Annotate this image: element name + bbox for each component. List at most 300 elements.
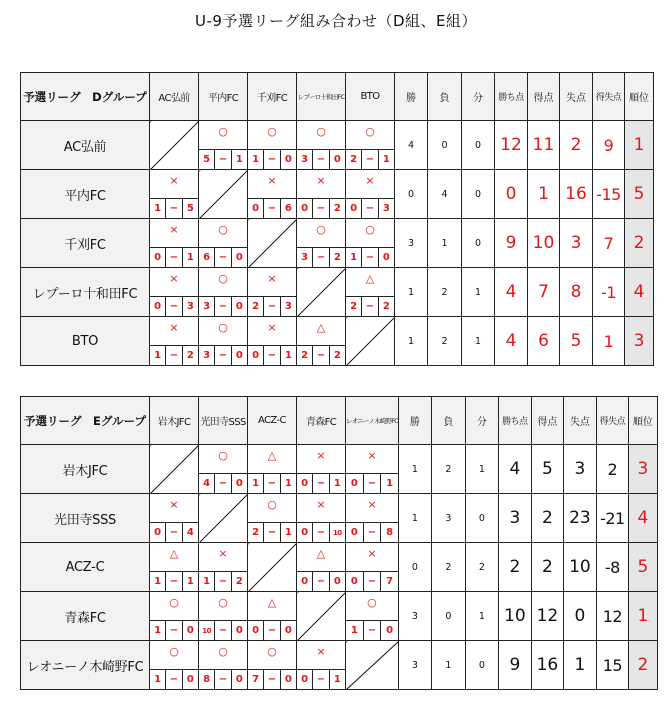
score-value: 0	[297, 473, 312, 493]
goals-for-value: 1	[528, 170, 560, 219]
score-value: 3	[199, 296, 214, 316]
goals-for-value: 2	[531, 494, 563, 543]
diagonal-cell	[199, 494, 248, 543]
score-box	[346, 620, 398, 640]
score-value: 0	[248, 345, 263, 365]
wins-value: 1	[395, 317, 428, 366]
score-value: 0	[150, 296, 165, 316]
score-value: 6	[280, 198, 296, 218]
stat-header-gd: 得失点	[596, 397, 628, 445]
score-value: 0	[346, 522, 363, 542]
goal-difference-value: 15	[596, 641, 628, 690]
match-cell	[199, 543, 248, 592]
score-value: 1	[378, 149, 394, 169]
stat-header-gf: 得点	[528, 73, 560, 121]
match-cell	[248, 592, 297, 641]
wins-value: 3	[398, 592, 431, 641]
score-box	[150, 669, 198, 689]
score-value: 8	[199, 669, 214, 689]
score-box	[297, 473, 345, 493]
score-value: 0	[329, 571, 345, 591]
result-mark: ×	[367, 449, 377, 462]
stat-header-draw: 分	[465, 397, 498, 445]
result-mark: ○	[218, 272, 228, 285]
draws-value: 0	[465, 641, 498, 690]
wins-value: 4	[395, 121, 428, 170]
score-value: 2	[346, 296, 361, 316]
score-box	[199, 149, 247, 169]
match-cell	[346, 445, 399, 494]
team-row	[21, 494, 658, 543]
result-mark: △	[316, 547, 326, 560]
wins-value: 3	[398, 641, 431, 690]
score-value: 0	[380, 620, 398, 640]
score-value: 0	[297, 669, 312, 689]
result-mark: ○	[365, 125, 375, 138]
score-value: 0	[297, 522, 312, 542]
score-dash: −	[165, 198, 181, 218]
score-box	[248, 620, 296, 640]
draws-value: 1	[462, 317, 495, 366]
goals-against-value: 10	[563, 543, 596, 592]
score-value: 10	[329, 522, 345, 542]
diagonal-cell	[297, 592, 346, 641]
stat-header-gf: 得点	[531, 397, 563, 445]
score-value: 0	[346, 473, 363, 493]
score-value: 2	[248, 296, 263, 316]
wins-value: 1	[398, 445, 431, 494]
score-dash: −	[165, 522, 181, 542]
stat-header-gd: 得失点	[593, 73, 625, 121]
team-row	[21, 170, 654, 219]
losses-value: 0	[428, 121, 462, 170]
score-box	[248, 669, 296, 689]
score-box	[199, 571, 247, 591]
team-row	[21, 641, 658, 690]
score-dash: −	[165, 345, 181, 365]
score-box	[199, 620, 247, 640]
team-row	[21, 219, 654, 268]
score-value: 6	[199, 247, 214, 267]
match-cell	[248, 170, 297, 219]
diagonal-cell	[199, 170, 248, 219]
match-cell	[199, 219, 248, 268]
score-value: 3	[280, 296, 296, 316]
stat-header-win: 勝	[398, 397, 431, 445]
goal-difference-value: 2	[596, 445, 628, 494]
score-box	[346, 571, 398, 591]
score-value: 4	[182, 522, 198, 542]
score-box	[297, 198, 345, 218]
result-mark: ○	[367, 596, 377, 609]
score-value: 1	[280, 345, 296, 365]
rank-value: 2	[625, 219, 654, 268]
result-mark: ×	[316, 449, 326, 462]
rank-value: 4	[628, 494, 657, 543]
score-box	[199, 345, 247, 365]
result-mark: △	[365, 272, 375, 285]
stat-header-ga: 失点	[563, 397, 596, 445]
score-dash: −	[312, 198, 328, 218]
score-value: 1	[150, 620, 165, 640]
result-mark: ○	[218, 596, 228, 609]
match-cell	[346, 543, 399, 592]
result-mark: ×	[367, 547, 377, 560]
draws-value: 1	[462, 268, 495, 317]
group-e-table	[20, 396, 658, 690]
score-dash: −	[312, 473, 328, 493]
score-dash: −	[165, 620, 181, 640]
score-value: 3	[199, 345, 214, 365]
points-value: 4	[495, 317, 528, 366]
losses-value: 2	[428, 317, 462, 366]
score-value: 0	[346, 198, 361, 218]
stat-header-ga: 失点	[560, 73, 593, 121]
score-value: 0	[329, 149, 345, 169]
score-value: 10	[199, 620, 214, 640]
score-value: 3	[297, 247, 312, 267]
goal-difference-value: 7	[593, 219, 625, 268]
match-cell	[297, 543, 346, 592]
result-mark: ○	[218, 449, 228, 462]
match-cell	[199, 268, 248, 317]
score-box	[150, 571, 198, 591]
goals-for-value: 16	[531, 641, 563, 690]
losses-value: 2	[431, 445, 465, 494]
goal-difference-value: 9	[593, 121, 625, 170]
points-value: 12	[495, 121, 528, 170]
goals-against-value: 16	[560, 170, 593, 219]
result-mark: ×	[367, 498, 377, 511]
match-cell	[297, 641, 346, 690]
result-mark: ×	[169, 174, 179, 187]
result-mark: ×	[267, 174, 277, 187]
goals-for-value: 12	[531, 592, 563, 641]
score-value: 1	[150, 571, 165, 591]
score-value: 0	[182, 620, 198, 640]
team-row	[21, 121, 654, 170]
score-dash: −	[165, 669, 181, 689]
diagonal-cell	[248, 219, 297, 268]
score-box	[199, 247, 247, 267]
result-mark: ○	[218, 125, 228, 138]
team-name: 平内FC	[21, 170, 150, 219]
result-mark: ○	[316, 223, 326, 236]
match-cell	[150, 219, 199, 268]
score-box	[346, 473, 398, 493]
wins-value: 3	[395, 219, 428, 268]
match-cell	[248, 317, 297, 366]
result-mark: ○	[218, 321, 228, 334]
opponent-header: ACZ-C	[248, 397, 297, 445]
match-cell	[346, 219, 395, 268]
draws-value: 0	[465, 494, 498, 543]
goals-for-value: 7	[528, 268, 560, 317]
score-value: 3	[297, 149, 312, 169]
score-dash: −	[361, 149, 377, 169]
match-cell	[150, 170, 199, 219]
score-dash: −	[214, 345, 230, 365]
diagonal-cell	[248, 543, 297, 592]
score-value: 1	[346, 247, 361, 267]
goals-against-value: 3	[560, 219, 593, 268]
score-value: 1	[150, 345, 165, 365]
opponent-header: AC弘前	[150, 73, 199, 121]
group-d-body	[21, 73, 654, 366]
score-box	[150, 345, 198, 365]
points-value: 10	[498, 592, 531, 641]
match-cell	[199, 592, 248, 641]
score-value: 0	[248, 620, 263, 640]
score-value: 3	[182, 296, 198, 316]
goals-for-value: 10	[528, 219, 560, 268]
score-dash: −	[361, 198, 377, 218]
result-mark: △	[267, 449, 277, 462]
score-value: 1	[199, 571, 214, 591]
goals-against-value: 8	[560, 268, 593, 317]
goals-against-value: 1	[563, 641, 596, 690]
opponent-header: レオニーノ木崎野FC	[346, 397, 399, 445]
stat-header-points: 勝ち点	[498, 397, 531, 445]
match-cell	[297, 219, 346, 268]
rank-value: 2	[628, 641, 657, 690]
goal-difference-value: -21	[596, 494, 628, 543]
result-mark: ×	[169, 321, 179, 334]
score-value: 0	[297, 571, 312, 591]
rank-value: 5	[625, 170, 654, 219]
draws-value: 0	[462, 219, 495, 268]
score-dash: −	[363, 522, 381, 542]
score-value: 1	[150, 198, 165, 218]
stat-header-rank: 順位	[625, 73, 654, 121]
goals-for-value: 11	[528, 121, 560, 170]
team-row	[21, 268, 654, 317]
match-cell	[199, 445, 248, 494]
goals-against-value: 23	[563, 494, 596, 543]
stat-header-loss: 負	[428, 73, 462, 121]
group-d-table	[20, 72, 654, 366]
score-box	[248, 149, 296, 169]
opponent-header: 光田寺SSS	[199, 397, 248, 445]
score-dash: −	[165, 296, 181, 316]
result-mark: ○	[365, 223, 375, 236]
group-e-body	[21, 397, 658, 690]
score-value: 2	[329, 198, 345, 218]
goals-against-value: 0	[563, 592, 596, 641]
rank-value: 3	[628, 445, 657, 494]
score-dash: −	[165, 571, 181, 591]
score-value: 1	[280, 473, 296, 493]
team-name: AC弘前	[21, 121, 150, 170]
goals-for-value: 6	[528, 317, 560, 366]
score-dash: −	[263, 198, 279, 218]
score-dash: −	[363, 571, 381, 591]
match-cell	[297, 170, 346, 219]
goal-difference-value: 1	[593, 317, 625, 366]
score-value: 0	[346, 571, 363, 591]
score-dash: −	[263, 620, 279, 640]
result-mark: ○	[218, 223, 228, 236]
result-mark: ○	[169, 645, 179, 658]
score-value: 8	[380, 522, 398, 542]
score-dash: −	[312, 247, 328, 267]
match-cell	[150, 543, 199, 592]
score-box	[248, 473, 296, 493]
match-cell	[346, 268, 395, 317]
score-box	[346, 247, 394, 267]
diagonal-cell	[150, 121, 199, 170]
score-dash: −	[263, 345, 279, 365]
result-mark: ○	[267, 645, 277, 658]
wins-value: 1	[398, 494, 431, 543]
match-cell	[199, 121, 248, 170]
result-mark: ○	[218, 645, 228, 658]
score-value: 1	[248, 473, 263, 493]
opponent-header: レプーロ十和田FC	[297, 73, 346, 121]
stat-header-loss: 負	[431, 397, 465, 445]
score-dash: −	[214, 247, 230, 267]
points-value: 4	[498, 445, 531, 494]
score-dash: −	[214, 669, 230, 689]
match-cell	[297, 317, 346, 366]
score-value: 2	[248, 522, 263, 542]
result-mark: △	[267, 596, 277, 609]
score-box	[150, 247, 198, 267]
score-value: 2	[378, 296, 394, 316]
score-value: 1	[182, 247, 198, 267]
team-name: 光田寺SSS	[21, 494, 150, 543]
wins-value: 0	[395, 170, 428, 219]
losses-value: 4	[428, 170, 462, 219]
score-dash: −	[263, 296, 279, 316]
losses-value: 0	[431, 592, 465, 641]
match-cell	[150, 317, 199, 366]
score-box	[297, 247, 345, 267]
score-dash: −	[214, 473, 230, 493]
score-value: 0	[231, 296, 247, 316]
score-value: 0	[280, 149, 296, 169]
result-mark: ×	[218, 547, 228, 560]
score-dash: −	[361, 247, 377, 267]
score-box	[199, 473, 247, 493]
score-dash: −	[363, 473, 381, 493]
score-value: 1	[280, 522, 296, 542]
team-name: レプーロ十和田FC	[21, 268, 150, 317]
score-value: 3	[378, 198, 394, 218]
score-value: 1	[150, 669, 165, 689]
score-dash: −	[165, 247, 181, 267]
result-mark: △	[169, 547, 179, 560]
result-mark: ×	[267, 321, 277, 334]
opponent-header: 平内FC	[199, 73, 248, 121]
stat-header-draw: 分	[462, 73, 495, 121]
score-dash: −	[312, 345, 328, 365]
score-dash: −	[214, 620, 230, 640]
score-dash: −	[263, 669, 279, 689]
score-box	[346, 296, 394, 316]
group-label: 予選リーグ Eグループ	[21, 397, 150, 445]
result-mark: ×	[316, 174, 326, 187]
score-value: 4	[199, 473, 214, 493]
score-dash: −	[214, 296, 230, 316]
score-value: 1	[329, 669, 345, 689]
match-cell	[150, 641, 199, 690]
draws-value: 0	[462, 170, 495, 219]
score-value: 5	[182, 198, 198, 218]
diagonal-cell	[150, 445, 199, 494]
wins-value: 1	[395, 268, 428, 317]
match-cell	[150, 268, 199, 317]
team-name: ACZ-C	[21, 543, 150, 592]
score-value: 7	[380, 571, 398, 591]
score-dash: −	[312, 669, 328, 689]
points-value: 9	[495, 219, 528, 268]
page-title: U-9予選リーグ組み合わせ（D組、E組）	[195, 12, 477, 30]
match-cell	[150, 592, 199, 641]
score-value: 0	[378, 247, 394, 267]
score-value: 1	[182, 571, 198, 591]
diagonal-cell	[346, 641, 399, 690]
match-cell	[199, 317, 248, 366]
goal-difference-value: -8	[596, 543, 628, 592]
diagonal-cell	[346, 317, 395, 366]
score-box	[248, 296, 296, 316]
header-row	[21, 73, 654, 121]
stat-header-points: 勝ち点	[495, 73, 528, 121]
losses-value: 3	[431, 494, 465, 543]
score-value: 0	[231, 247, 247, 267]
score-dash: −	[312, 571, 328, 591]
points-value: 9	[498, 641, 531, 690]
losses-value: 1	[428, 219, 462, 268]
score-box	[346, 198, 394, 218]
score-box	[199, 296, 247, 316]
score-value: 1	[329, 473, 345, 493]
match-cell	[150, 494, 199, 543]
score-value: 0	[280, 620, 296, 640]
result-mark: ×	[365, 174, 375, 187]
score-value: 2	[231, 571, 247, 591]
score-value: 0	[231, 473, 247, 493]
score-dash: −	[214, 571, 230, 591]
opponent-header: 岩木JFC	[150, 397, 199, 445]
match-cell	[248, 121, 297, 170]
score-value: 2	[346, 149, 361, 169]
score-value: 0	[150, 247, 165, 267]
opponent-header: BTO	[346, 73, 395, 121]
draws-value: 1	[465, 445, 498, 494]
goals-against-value: 2	[560, 121, 593, 170]
score-value: 1	[248, 149, 263, 169]
match-cell	[346, 170, 395, 219]
match-cell	[199, 641, 248, 690]
result-mark: ×	[169, 498, 179, 511]
score-box	[248, 198, 296, 218]
rank-value: 1	[628, 592, 657, 641]
goals-against-value: 3	[563, 445, 596, 494]
goals-for-value: 5	[531, 445, 563, 494]
score-dash: −	[263, 522, 279, 542]
rank-value: 3	[625, 317, 654, 366]
score-box	[297, 669, 345, 689]
result-mark: ○	[316, 125, 326, 138]
match-cell	[297, 121, 346, 170]
goal-difference-value: -1	[593, 268, 625, 317]
draws-value: 1	[465, 592, 498, 641]
score-dash: −	[214, 149, 230, 169]
points-value: 4	[495, 268, 528, 317]
result-mark: ×	[169, 272, 179, 285]
